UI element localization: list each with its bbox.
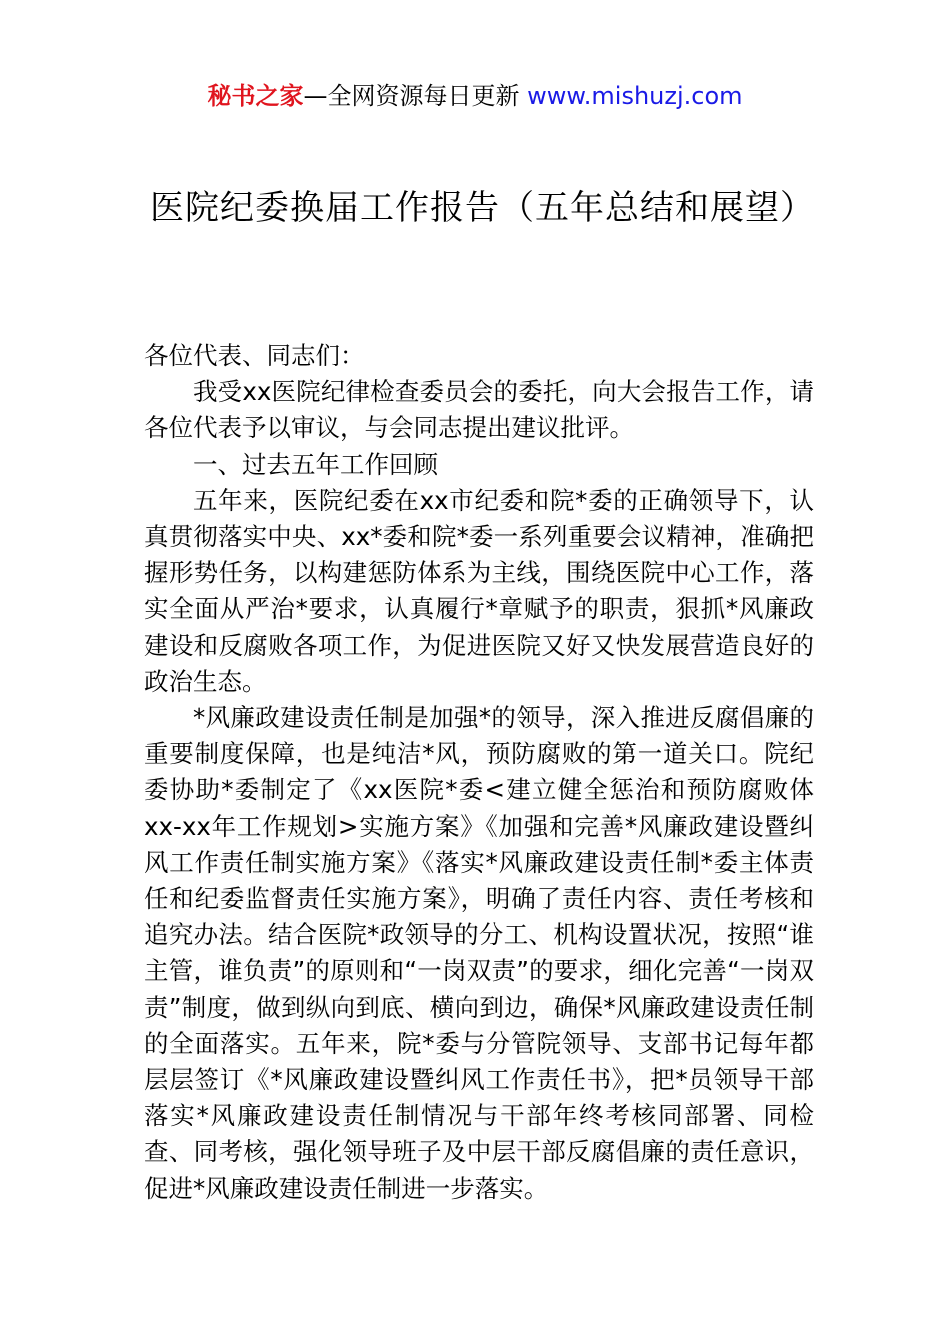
paragraph-overview: 五年来，医院纪委在xx市纪委和院*委的正确领导下，认真贯彻落实中央、xx*委和院*委一系列重要会议精神，准确把握形势任务，以构建惩防体系为主线，围绕医院中心工作，落实全面从严治*要求，认真履行*章赋予的职责，狠抓*风廉政建设和反腐败各项工作，为促进医院又好又快发展营造良好的政治生态。 [144,485,814,696]
site-url-link[interactable]: www.mishuzj.com [527,82,743,110]
salutation: 各位代表、同志们： [144,341,365,370]
document-body [144,338,814,1207]
header-tagline: —全网资源每日更新 [303,82,528,110]
document-title: 医院纪委换届工作报告（五年总结和展望） [150,188,815,228]
section-heading: 一、过去五年工作回顾 [193,449,438,479]
paragraph-intro: 我受xx医院纪律检查委员会的委托，向大会报告工作，请各位代表予以审议，与会同志提出建议批评。 [144,377,814,443]
site-header [0,80,950,112]
paragraph-responsibility: *风廉政建设责任制是加强*的领导，深入推进反腐倡廉的重要制度保障，也是纯洁*风，预防腐败的第一道关口。院纪委协助*委制定了《xx医院*委<建立健全惩治和预防腐败体xx-xx年工作规划>实施方案》《加强和完善*风廉政建设暨纠风工作责任制实施方案》《落实*风廉政建设责任制*委主体责任和纪委监督责任实施方案》，明确了责任内容、责任考核和追究办法。结合医院*政领导的分工、机构设置状况，按照“谁主管，谁负责”的原则和“一岗双责”的要求，细化完善“一岗双责”制度，做到纵向到底、横向到边，确保*风廉政建设责任制的全面落实。五年来，院*委与分管院领导、支部书记每年都层层签订《*风廉政建设暨纠风工作责任书》，把*员领导干部落实*风廉政建设责任制情况与干部年终考核同部署、同检查、同考核，强化领导班子及中层干部反腐倡廉的责任意识，促进*风廉政建设责任制进一步落实。 [144,703,814,1203]
brand-name: 秘书之家 [207,82,304,110]
